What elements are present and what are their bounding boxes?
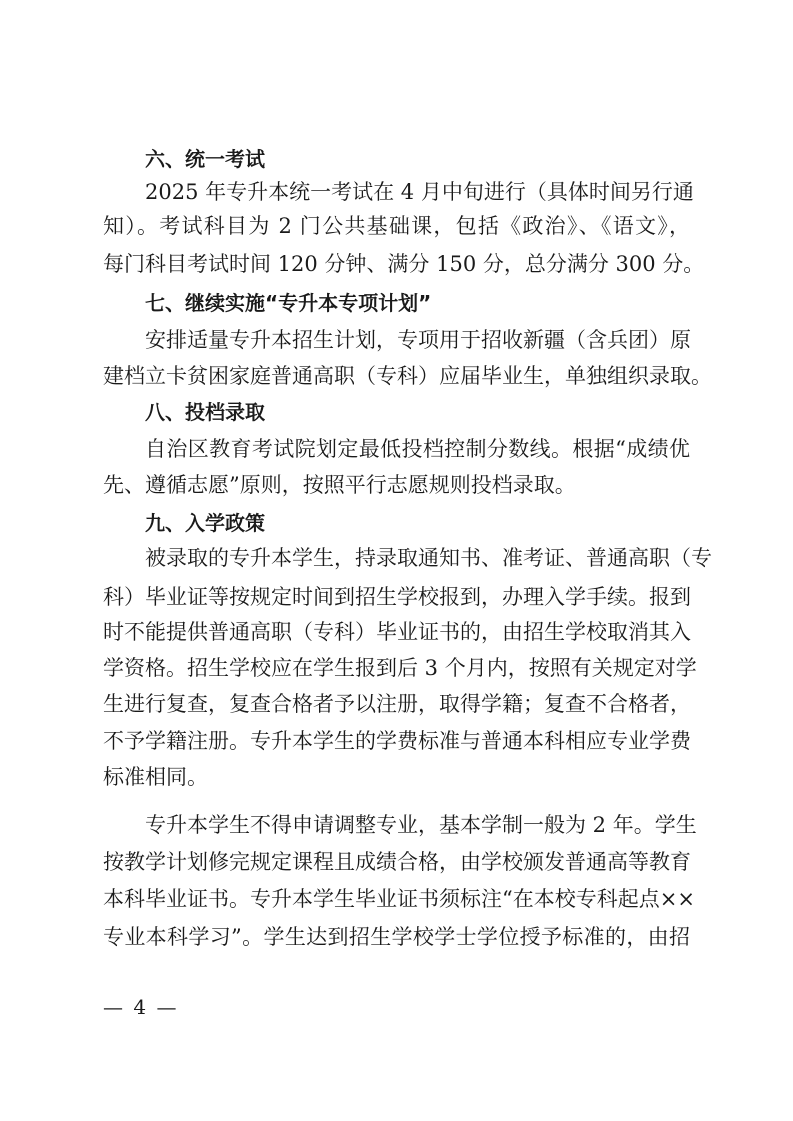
- section-heading-6: 六、统一考试: [145, 147, 265, 171]
- paragraph-line: 专业本科学习”。学生达到招生学校学士学位授予标准的，由招: [103, 925, 690, 949]
- paragraph-line: 生进行复查，复查合格者予以注册，取得学籍；复查不合格者，: [103, 692, 691, 716]
- section-heading-8: 八、投档录取: [145, 400, 265, 424]
- paragraph-line: 建档立卡贫困家庭普通高职（专科）应届毕业生，单独组织录取。: [103, 364, 712, 388]
- paragraph-line: 安排适量专升本招生计划，专项用于招收新疆（含兵团）原: [145, 328, 691, 352]
- section-heading-9: 九、入学政策: [145, 511, 265, 535]
- paragraph-line: 时不能提供普通高职（专科）毕业证书的，由招生学校取消其入: [103, 620, 691, 644]
- page-number: — 4 —: [103, 995, 179, 1019]
- paragraph-line: 先、遵循志愿”原则，按照平行志愿规则投档录取。: [103, 473, 576, 497]
- paragraph-line: 每门科目考试时间 120 分钟、满分 150 分，总分满分 300 分。: [103, 252, 705, 276]
- paragraph-line: 被录取的专升本学生，持录取通知书、准考证、普通高职（专: [145, 546, 712, 570]
- section-heading-7: 七、继续实施“专升本专项计划”: [145, 291, 432, 315]
- paragraph-line: 标准相同。: [103, 765, 208, 789]
- paragraph-line: 专升本学生不得申请调整专业，基本学制一般为 2 年。学生: [145, 813, 697, 837]
- paragraph-line: 2025 年专升本统一考试在 4 月中旬进行（具体时间另行通: [145, 180, 694, 204]
- paragraph-line: 学资格。招生学校应在学生报到后 3 个月内，按照有关规定对学: [103, 656, 697, 680]
- paragraph-line: 按教学计划修完规定课程且成绩合格，由学校颁发普通高等教育: [103, 850, 691, 874]
- paragraph-line: 自治区教育考试院划定最低投档控制分数线。根据“成绩优: [145, 437, 690, 461]
- paragraph-line: 知）。考试科目为 2 门公共基础课，包括《政治》、《语文》，: [103, 214, 690, 238]
- paragraph-line: 不予学籍注册。专升本学生的学费标准与普通本科相应专业学费: [103, 729, 691, 753]
- paragraph-line: 科）毕业证等按规定时间到招生学校报到，办理入学手续。报到: [103, 585, 691, 609]
- paragraph-line: 本科毕业证书。专升本学生毕业证书须标注“在本校专科起点××: [103, 887, 695, 911]
